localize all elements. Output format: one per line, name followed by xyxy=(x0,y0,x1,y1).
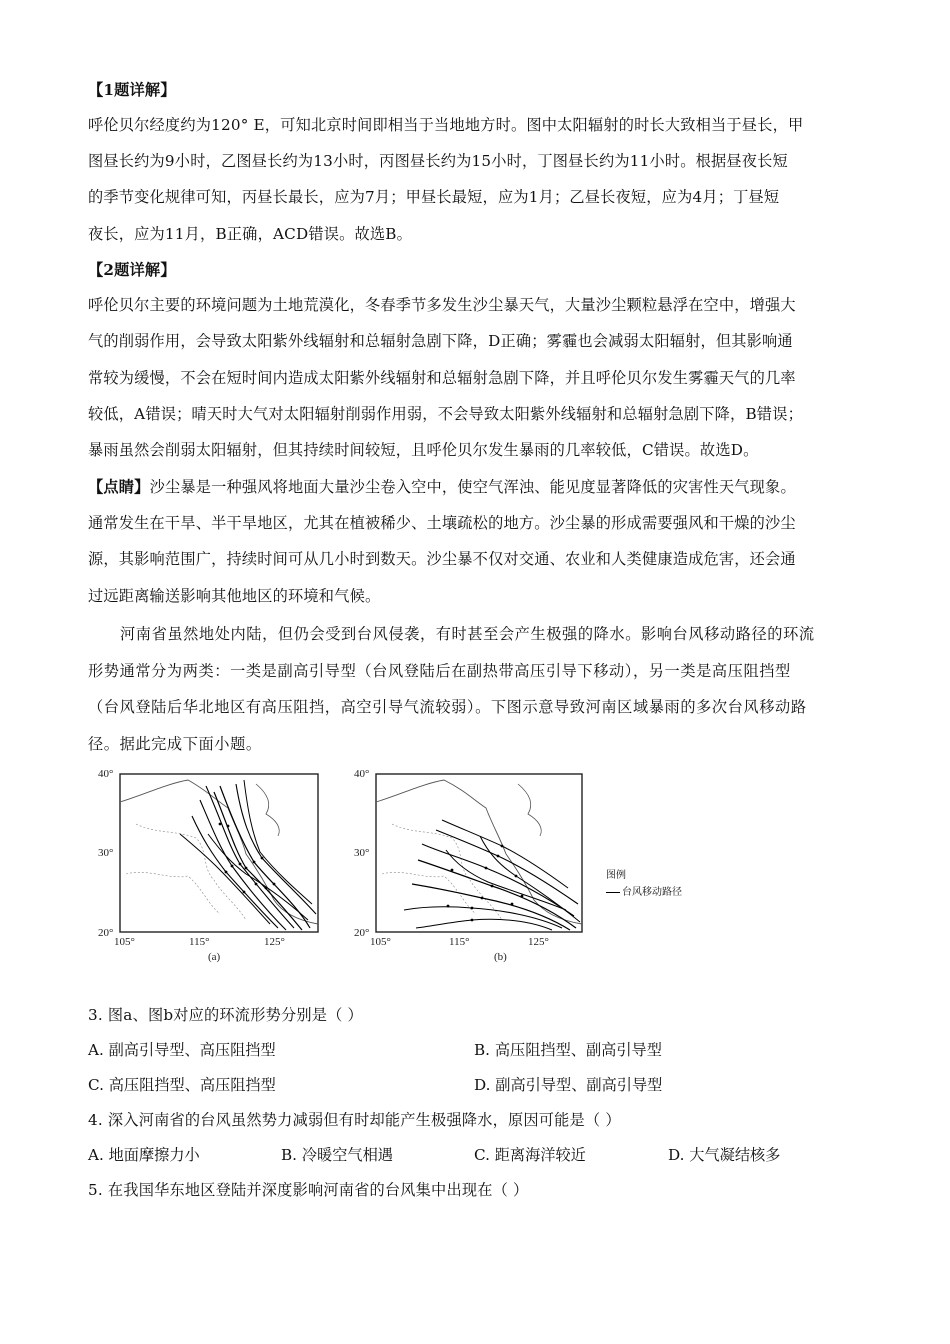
dianjing-line: 通常发生在干旱、半干旱地区，尤其在植被稀少、土壤疏松的地方。沙尘暴的形成需要强风和干燥的沙尘 xyxy=(88,514,796,532)
lon-label: 125° xyxy=(528,936,549,948)
section1-line: 图昼长约为9小时，乙图昼长约为13小时，丙图昼长约为15小时，丁图昼长约为11小时。根据昼夜长短 xyxy=(88,152,788,170)
map-caption: (b) xyxy=(494,951,507,963)
question-stem: 3. 图a、图b对应的环流形势分别是（ ） xyxy=(88,1006,363,1024)
passage-line: 河南省虽然地处内陆，但仍会受到台风侵袭，有时甚至会产生极强的降水。影响台风移动路径的环流 xyxy=(120,625,815,643)
question-stem: 5. 在我国华东地区登陆并深度影响河南省的台风集中出现在（ ） xyxy=(88,1181,529,1199)
section2-line: 常较为缓慢，不会在短时间内造成太阳紫外线辐射和总辐射急剧下降，并且呼伦贝尔发生雾霾天气的几率 xyxy=(88,369,796,387)
section2-heading: 【2题详解】 xyxy=(88,261,176,279)
question-option[interactable]: B. 冷暖空气相遇 xyxy=(281,1146,393,1164)
lon-label: 115° xyxy=(449,936,470,948)
legend-title: 图例 xyxy=(606,870,626,881)
section1-line: 的季节变化规律可知，丙昼长最长，应为7月；甲昼长最短，应为1月；乙昼长夜短，应为4月；丁昼短 xyxy=(88,188,780,206)
section2-line: 暴雨虽然会削弱太阳辐射，但其持续时间较短，且呼伦贝尔发生暴雨的几率较低，C错误。故选D。 xyxy=(88,441,759,459)
lat-label: 20° xyxy=(98,927,114,939)
dianjing-line: 源，其影响范围广，持续时间可从几小时到数天。沙尘暴不仅对交通、农业和人类健康造成危害，还会通 xyxy=(88,550,796,568)
dianjing-text: 沙尘暴是一种强风将地面大量沙尘卷入空中，使空气浑浊、能见度显著降低的灾害性天气现象。 xyxy=(149,478,796,496)
dianjing-line: 过远距离输送影响其他地区的环境和气候。 xyxy=(88,587,381,605)
question-option[interactable]: A. 副高引导型、高压阻挡型 xyxy=(88,1041,276,1059)
lat-label: 30° xyxy=(354,847,370,859)
question-option[interactable]: C. 高压阻挡型、高压阻挡型 xyxy=(88,1076,276,1094)
lat-label: 40° xyxy=(354,768,370,780)
lon-label: 105° xyxy=(370,936,391,948)
question-option[interactable]: A. 地面摩擦力小 xyxy=(88,1146,200,1164)
dianjing-label: 【点睛】 xyxy=(88,478,150,496)
lat-label: 20° xyxy=(354,927,370,939)
section1-line: 呼伦贝尔经度约为120° E，可知北京时间即相当于当地地方时。图中太阳辐射的时长大致相当于昼长，甲 xyxy=(88,116,804,134)
lon-label: 125° xyxy=(264,936,285,948)
question-option[interactable]: B. 高压阻挡型、副高引导型 xyxy=(474,1041,662,1059)
section1-heading: 【1题详解】 xyxy=(88,81,176,99)
typhoon-map-a xyxy=(96,764,326,964)
lat-label: 40° xyxy=(98,768,114,780)
typhoon-map-b xyxy=(352,764,592,964)
question-option[interactable]: C. 距离海洋较近 xyxy=(474,1146,586,1164)
section1-line: 夜长，应为11月，B正确，ACD错误。故选B。 xyxy=(88,225,413,243)
question-option[interactable]: D. 副高引导型、副高引导型 xyxy=(474,1076,663,1094)
lon-label: 115° xyxy=(189,936,210,948)
passage-line: 径。据此完成下面小题。 xyxy=(88,735,262,753)
section2-line: 呼伦贝尔主要的环境问题为土地荒漠化，冬春季节多发生沙尘暴天气，大量沙尘颗粒悬浮在空中，增强大 xyxy=(88,296,796,314)
legend-item-label: 台风移动路径 xyxy=(622,887,682,898)
question-stem: 4. 深入河南省的台风虽然势力减弱但有时却能产生极强降水，原因可能是（ ） xyxy=(88,1111,621,1129)
section2-line: 气的削弱作用，会导致太阳紫外线辐射和总辐射急剧下降，D正确；雾霾也会减弱太阳辐射，但其影响通 xyxy=(88,332,793,350)
passage-line: 形势通常分为两类：一类是副高引导型（台风登陆后在副热带高压引导下移动），另一类是高压阻挡型 xyxy=(88,662,791,680)
passage-line: （台风登陆后华北地区有高压阻挡，高空引导气流较弱）。下图示意导致河南区域暴雨的多次台风移动路 xyxy=(88,698,807,716)
map-caption: (a) xyxy=(208,951,221,963)
lon-label: 105° xyxy=(114,936,135,948)
dianjing-first-line xyxy=(88,477,796,497)
lat-label: 30° xyxy=(98,847,114,859)
legend-item xyxy=(606,886,682,900)
question-option[interactable]: D. 大气凝结核多 xyxy=(668,1146,781,1164)
typhoon-track-legend-icon xyxy=(606,892,620,893)
section2-line: 较低，A错误；晴天时大气对太阳辐射削弱作用弱，不会导致太阳紫外线辐射和总辐射急剧下降，B错误； xyxy=(88,405,803,423)
